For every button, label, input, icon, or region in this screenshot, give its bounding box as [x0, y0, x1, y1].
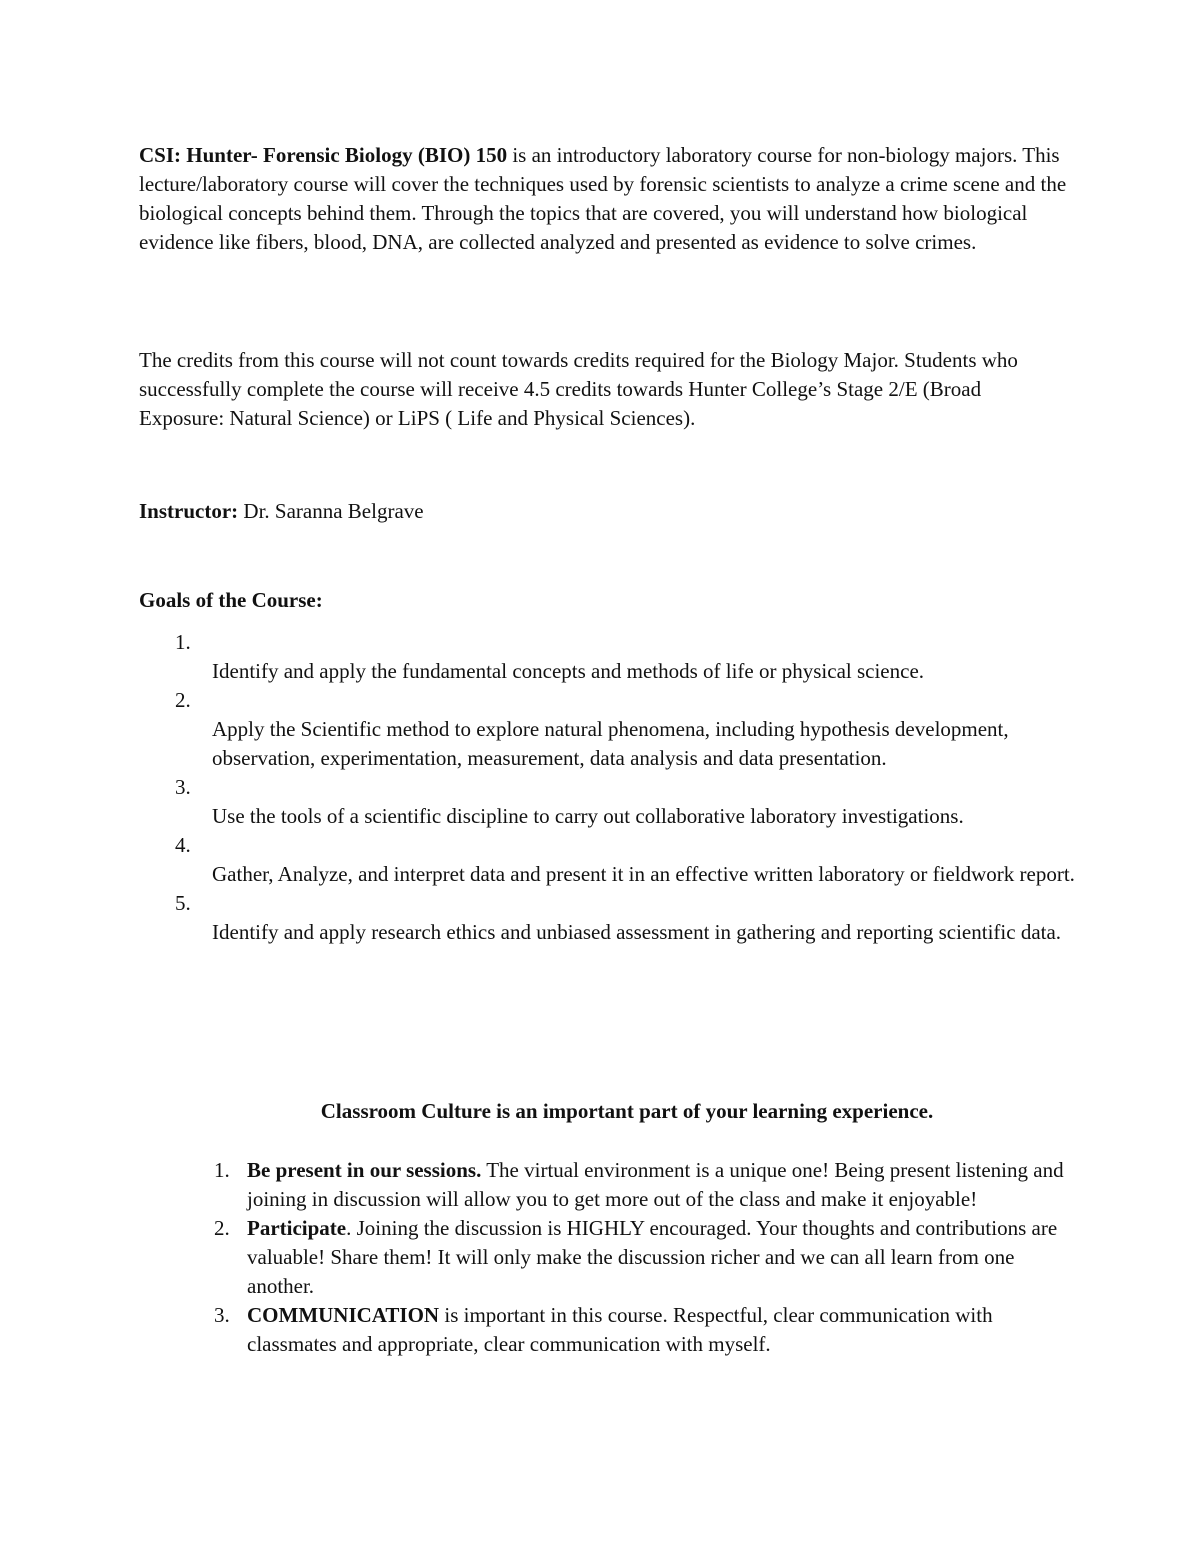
culture-number: 2.: [214, 1216, 230, 1240]
goal-item: [139, 831, 1079, 889]
goal-text: Apply the Scientific method to explore natural phenomena, including hypothesis development, observation, experimentation, measurement, data analysis and data presentation.: [212, 717, 1009, 770]
culture-item: [139, 1301, 1069, 1359]
goal-number: 4.: [175, 833, 191, 857]
instructor-name: Dr. Saranna Belgrave: [238, 499, 424, 523]
culture-item-text: is important in this course. Respectful, clear communication with classmates and appropriate, clear communication with myself.: [247, 1303, 993, 1356]
culture-number: 3.: [214, 1303, 230, 1327]
course-title: CSI: Hunter- Forensic Biology (BIO) 150: [139, 143, 508, 167]
culture-item: [139, 1156, 1069, 1214]
culture-number: 1.: [214, 1158, 230, 1182]
intro-text: is an introductory laboratory course for non-biology majors. This lecture/laboratory course will cover the techniques used by forensic scientists to analyze a crime scene and the biological concepts behind them. Through the topics that are covered, you will understand how biological evidence like fibers, blood, DNA, are collected analyzed and presented as evidence to solve crimes.: [139, 143, 1067, 254]
credits-paragraph: The credits from this course will not count towards credits required for the Biology Major. Students who successfully complete the course will receive 4.5 credits towards Hunter College’s Stage 2/E (Broad Exposure: Natural Science) or LiPS ( Life and Physical Sciences).: [139, 348, 1018, 430]
goal-item: [139, 889, 1079, 947]
goal-number: 2.: [175, 688, 191, 712]
goal-number: 1.: [175, 630, 191, 654]
goal-item: [139, 686, 1079, 773]
goals-list: [139, 628, 1079, 947]
culture-item-bold: COMMUNICATION: [247, 1303, 440, 1327]
culture-heading: Classroom Culture is an important part of your learning experience.: [320, 1099, 934, 1123]
culture-item: [139, 1214, 1069, 1301]
culture-item-text: . Joining the discussion is HIGHLY encouraged. Your thoughts and contributions are valuable! Share them! It will only make the discussion richer and we can all learn from one another.: [247, 1216, 1058, 1298]
goal-number: 5.: [175, 891, 191, 915]
culture-item-bold: Be present in our sessions.: [247, 1158, 482, 1182]
culture-item-bold: Participate: [247, 1216, 347, 1240]
goal-number: 3.: [175, 775, 191, 799]
goal-text: Identify and apply research ethics and unbiased assessment in gathering and reporting scientific data.: [212, 920, 1062, 944]
culture-item-text: The virtual environment is a unique one! Being present listening and joining in discussion will allow you to get more out of the class and make it enjoyable!: [247, 1158, 1064, 1211]
culture-list: [139, 1156, 1069, 1359]
instructor-line: [139, 497, 1069, 526]
goals-heading: Goals of the Course:: [139, 588, 323, 612]
goal-text: Use the tools of a scientific discipline to carry out collaborative laboratory investigations.: [212, 804, 964, 828]
goal-item: [139, 628, 1079, 686]
goal-item: [139, 773, 1079, 831]
goal-text: Gather, Analyze, and interpret data and present it in an effective written laboratory or fieldwork report.: [212, 862, 1075, 886]
intro-paragraph: [139, 141, 1069, 257]
goal-text: Identify and apply the fundamental concepts and methods of life or physical science.: [212, 659, 925, 683]
instructor-label: Instructor:: [139, 499, 239, 523]
